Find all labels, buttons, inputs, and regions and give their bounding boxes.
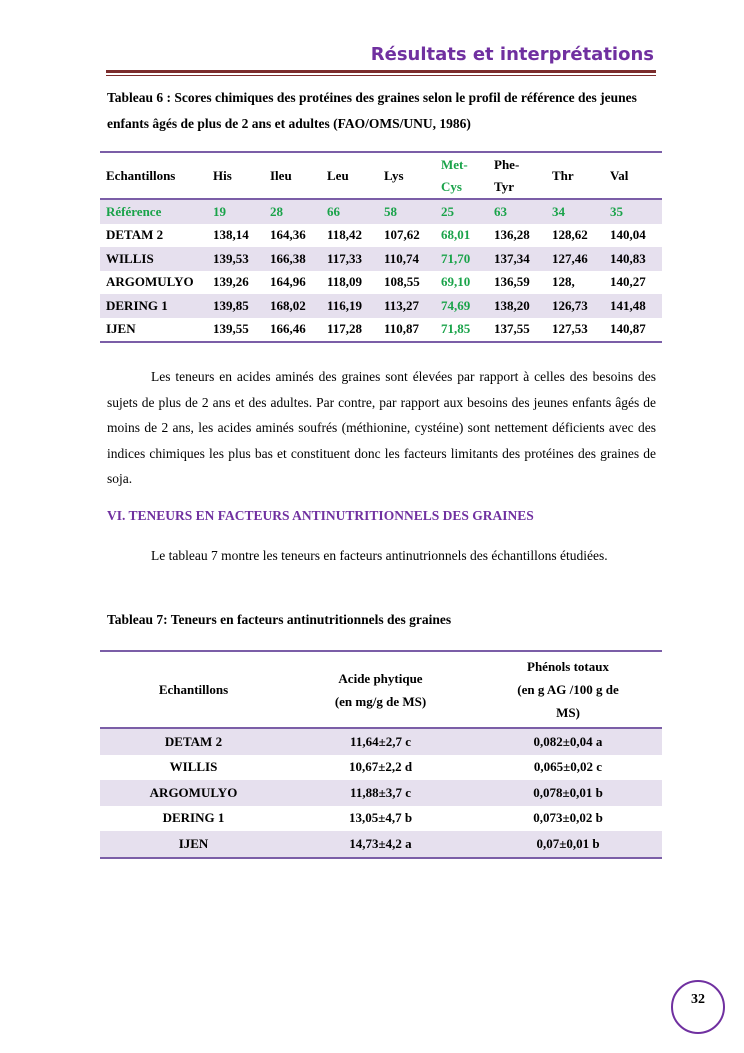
- table6-cell: DETAM 2: [106, 227, 164, 243]
- phytic-line1: Acide phytique: [338, 670, 423, 686]
- table7-cell: 14,73±4,2 a: [349, 835, 412, 851]
- table7-header-row: [100, 651, 662, 728]
- table6-cell: 118,42: [327, 227, 363, 243]
- table6-cell: 128,: [552, 274, 575, 290]
- table6-cell: 140,04: [610, 227, 646, 243]
- table6-cell: 117,28: [327, 321, 363, 337]
- table6-cell: 166,38: [270, 250, 306, 266]
- table6-header-cell-met-cys: [435, 152, 488, 199]
- table6-cell: 110,87: [384, 321, 420, 337]
- table6-cell: 140,83: [610, 250, 646, 266]
- table7-cell: DERING 1: [162, 810, 225, 826]
- phenols-line2: (en g AG /100 g de: [517, 682, 619, 697]
- table6-cell: 71,85: [441, 321, 471, 337]
- table6-header-cell: Lys: [384, 167, 404, 183]
- table6-cell: 126,73: [552, 297, 588, 313]
- table6-cell: 166,46: [270, 321, 306, 337]
- header-rule-thin: [106, 75, 656, 76]
- page-header-title: Résultats et interprétations: [370, 44, 654, 65]
- table6-cell: 168,02: [270, 297, 306, 313]
- table6-cell: 71,70: [441, 250, 471, 266]
- table6-cell: 69,10: [441, 274, 471, 290]
- table6-cell: 107,62: [384, 227, 420, 243]
- table7-cell: IJEN: [178, 835, 209, 851]
- table6-cell: 66: [327, 203, 340, 219]
- table7-header-samples: Echantillons: [158, 682, 229, 697]
- table7-header-phenols: [474, 651, 662, 728]
- table6-cell: 68,01: [441, 227, 471, 243]
- table6-cell: DERING 1: [106, 297, 168, 313]
- phenols-line1: Phénols totaux: [527, 659, 609, 674]
- table6-cell: 139,53: [213, 250, 249, 266]
- table6-row: [100, 224, 662, 248]
- table7-row: [100, 728, 662, 755]
- table6-cell: 128,62: [552, 227, 588, 243]
- table6-row: [100, 318, 662, 343]
- table7-caption: Tableau 7: Teneurs en facteurs antinutritionnels des graines: [107, 612, 452, 627]
- table6-cell: 138,14: [213, 227, 249, 243]
- phytic-line2: (en mg/g de MS): [334, 693, 427, 709]
- table6-header-cell: Leu: [327, 167, 349, 183]
- table6: [100, 151, 662, 343]
- phenols-line3: MS): [556, 705, 580, 720]
- table7-cell: 10,67±2,2 d: [348, 759, 413, 775]
- table7-cell: ARGOMULYO: [149, 784, 238, 800]
- table7-row: [100, 831, 662, 858]
- table6-cell: 58: [384, 203, 397, 219]
- table6-cell: 63: [494, 203, 507, 219]
- table6-header-cell: Ileu: [270, 167, 292, 183]
- table6-cell: 117,33: [327, 250, 363, 266]
- table6-reference-row: [100, 199, 662, 224]
- table6-cell: 35: [610, 203, 623, 219]
- table6-cell: Référence: [106, 203, 162, 219]
- table6-cell: 110,74: [384, 250, 420, 266]
- section-heading: VI. TENEURS EN FACTEURS ANTINUTRITIONNELS DES GRAINES: [107, 508, 534, 523]
- table6-cell: 164,36: [270, 227, 306, 243]
- table6-cell: 25: [441, 203, 454, 219]
- table7-header-phytic-acid: [287, 651, 474, 728]
- table6-cell: 136,59: [494, 274, 530, 290]
- table7-cell: 0,073±0,02 b: [533, 810, 603, 826]
- table6-cell: 137,34: [494, 250, 530, 266]
- table6-cell: 113,27: [384, 297, 420, 313]
- header-rule-thick: [106, 70, 656, 73]
- header-met-line2: Cys: [441, 178, 462, 194]
- table6-cell: 139,55: [213, 321, 249, 337]
- table7-cell: 0,078±0,01 b: [533, 784, 603, 800]
- paragraph-table7-intro: Le tableau 7 montre les teneurs en facteurs antinutrionnels des échantillons étudiées.: [151, 548, 608, 563]
- table6-header-cell: Thr: [552, 167, 574, 183]
- table6-cell: 141,48: [610, 297, 646, 313]
- table7-cell: 0,07±0,01 b: [536, 835, 600, 851]
- table7-row: [100, 755, 662, 781]
- table6-cell: ARGOMULYO: [106, 274, 194, 290]
- table7-row: [100, 780, 662, 806]
- table6-cell: 28: [270, 203, 283, 219]
- table7-cell: DETAM 2: [164, 733, 223, 749]
- table6-cell: 140,27: [610, 274, 646, 290]
- table7-cell: 0,082±0,04 a: [533, 733, 603, 749]
- table6-row: [100, 247, 662, 271]
- table6-caption: Tableau 6 : Scores chimiques des protéines des graines selon le profil de référence des jeunes enfants âgés de plus de 2 ans et adultes (FAO/OMS/UNU, 1986): [107, 90, 637, 131]
- table6-header-cell: His: [213, 167, 232, 183]
- table7-cell: 13,05±4,7 b: [348, 810, 413, 826]
- header-met-line1: Met-: [441, 156, 468, 172]
- table6-cell: 140,87: [610, 321, 646, 337]
- header-phe-line1: Phe-: [494, 156, 520, 172]
- table6-cell: 108,55: [384, 274, 420, 290]
- paragraph-amino-acids: Les teneurs en acides aminés des graines sont élevées par rapport à celles des besoins des sujets de plus de 2 ans et des adultes. Par contre, par rapport aux besoins des jeunes enfants âgés de moins de 2 ans, les acides aminés soufrés (méthionine, cystéine) sont nettement déficients avec des indices chimiques les plus bas et constituent donc les facteurs limitants des protéines des graines de soja.: [107, 369, 656, 487]
- page-number: 32: [671, 980, 725, 1034]
- table7-cell: 11,64±2,7 c: [350, 733, 411, 749]
- table7-cell: WILLIS: [169, 759, 218, 775]
- table7: [100, 650, 662, 859]
- table6-cell: 127,53: [552, 321, 588, 337]
- table6-header-cell-phe-tyr: [488, 152, 546, 199]
- table6-header-cell: Echantillons: [106, 167, 176, 183]
- table6-cell: 139,85: [213, 297, 249, 313]
- table6-cell: 164,96: [270, 274, 306, 290]
- table6-cell: WILLIS: [106, 250, 154, 266]
- table6-cell: 19: [213, 203, 226, 219]
- table6-row: [100, 271, 662, 295]
- table6-header-cell: Val: [610, 167, 629, 183]
- table6-row: [100, 294, 662, 318]
- table6-cell: IJEN: [106, 321, 136, 337]
- table7-cell: 0,065±0,02 c: [533, 759, 603, 775]
- table6-cell: 138,20: [494, 297, 530, 313]
- table6-cell: 118,09: [327, 274, 363, 290]
- table6-cell: 34: [552, 203, 565, 219]
- table6-cell: 136,28: [494, 227, 530, 243]
- table6-cell: 127,46: [552, 250, 588, 266]
- table6-cell: 137,55: [494, 321, 530, 337]
- table6-header-row: [100, 152, 662, 199]
- table6-cell: 139,26: [213, 274, 249, 290]
- table6-cell: 74,69: [441, 297, 471, 313]
- table6-cell: 116,19: [327, 297, 363, 313]
- table7-row: [100, 806, 662, 832]
- table7-cell: 11,88±3,7 c: [350, 784, 411, 800]
- header-phe-line2: Tyr: [494, 178, 514, 194]
